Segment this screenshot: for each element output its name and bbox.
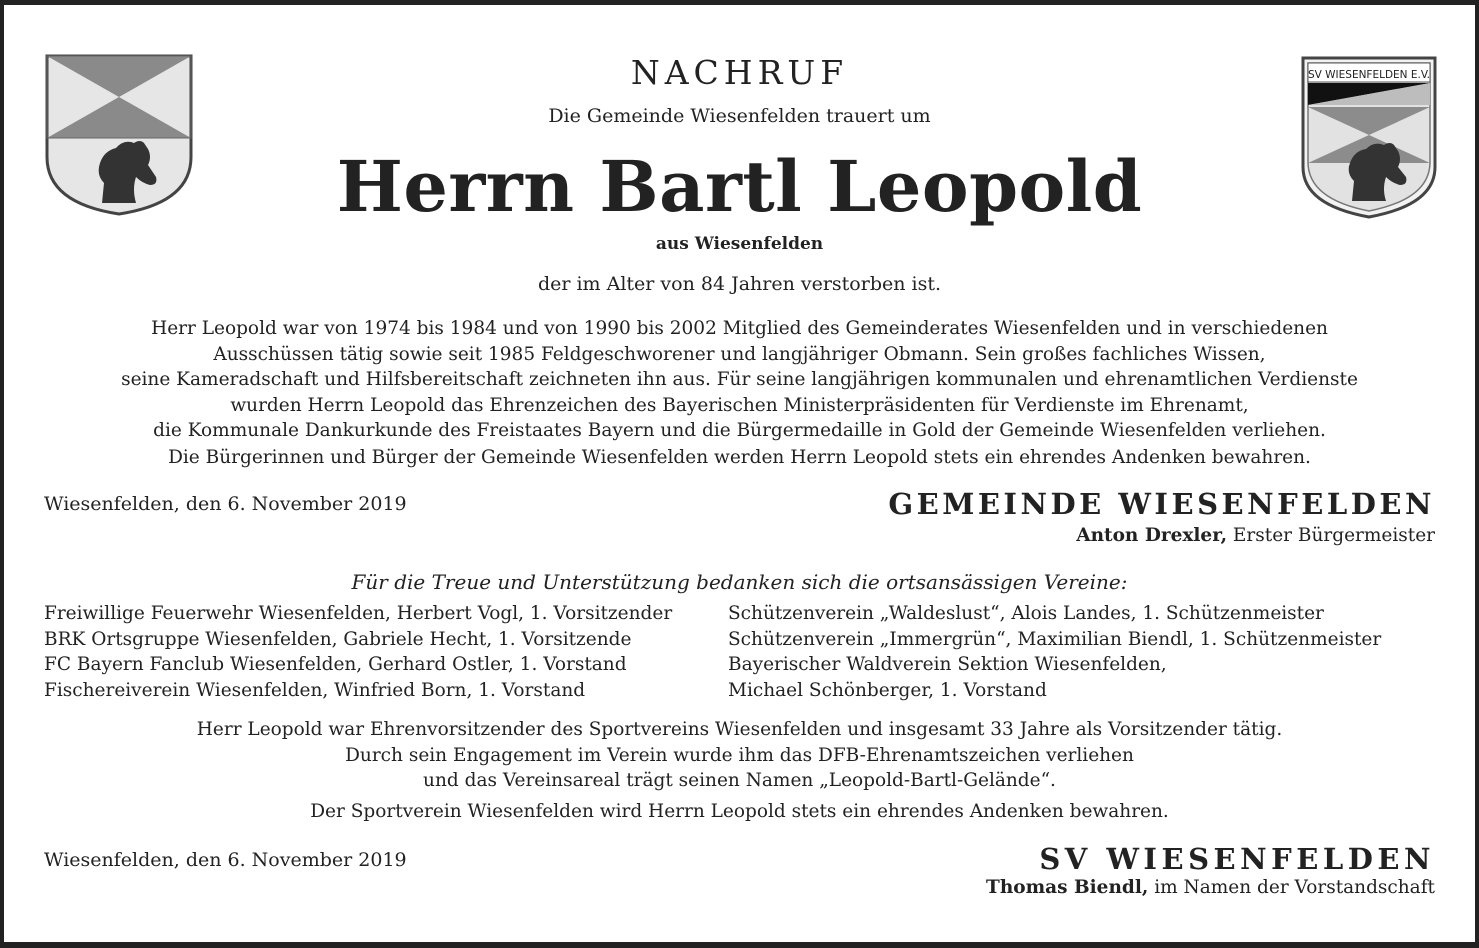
paragraph-line: Ausschüssen tätig sowie seit 1985 Feldgeschworener und langjähriger Obmann. Sein großes fachliches Wissen,: [213, 343, 1266, 365]
signer-name: Anton Drexler,: [1076, 525, 1228, 546]
list-item: Schützenverein „Waldeslust“, Alois Landes, 1. Schützenmeister: [728, 603, 1324, 624]
sportclub-closing: Der Sportverein Wiesenfelden wird Herrn Leopold stets ein ehrendes Andenken bewahren.: [310, 801, 1169, 822]
list-item: Michael Schönberger, 1. Vorstand: [728, 679, 1047, 701]
municipality-closing: Die Bürgerinnen und Bürger der Gemeinde Wiesenfelden werden Herrn Leopold stets ein ehrendes Andenken bewahren.: [168, 447, 1311, 468]
emblem-label: SV WIESENFELDEN E.V.: [1307, 69, 1431, 81]
signer-role: im Namen der Vorstandschaft: [1148, 877, 1435, 898]
deceased-origin: aus Wiesenfelden: [655, 234, 824, 254]
age-line: der im Alter von 84 Jahren verstorben ist.: [537, 273, 942, 295]
municipality-tribute-paragraph: [4, 316, 1475, 444]
deceased-name: Herrn Bartl Leopold: [336, 145, 1143, 228]
signer-role: Erster Bürgermeister: [1227, 525, 1435, 546]
municipality-org: GEMEINDE WIESENFELDEN: [888, 487, 1435, 521]
clubs-column-left: [44, 601, 672, 703]
clubs-column-right: [728, 601, 1381, 703]
signer-name: Thomas Biendl,: [986, 877, 1149, 898]
list-item: BRK Ortsgruppe Wiesenfelden, Gabriele Hecht, 1. Vorsitzende: [44, 628, 632, 650]
municipality-date: Wiesenfelden, den 6. November 2019: [44, 493, 407, 515]
list-item: Schützenverein „Immergrün“, Maximilian Biendl, 1. Schützenmeister: [728, 628, 1382, 650]
municipality-signature: [1076, 525, 1435, 546]
sportclub-date: Wiesenfelden, den 6. November 2019: [44, 849, 407, 871]
list-item: Bayerischer Waldverein Sektion Wiesenfelden,: [728, 654, 1167, 675]
list-item: Fischereiverein Wiesenfelden, Winfried Born, 1. Vorstand: [44, 679, 586, 701]
notice-heading: NACHRUF: [630, 53, 849, 92]
paragraph-line: seine Kameradschaft und Hilfsbereitschaft zeichneten ihn aus. Für seine langjährigen kommunalen und ehrenamtlichen Verdienste: [121, 369, 1358, 390]
paragraph-line: Durch sein Engagement im Verein wurde ihm das DFB-Ehrenamtszeichen verliehen: [345, 744, 1134, 766]
paragraph-line: und das Vereinsareal trägt seinen Namen „Leopold-Bartl-Gelände“.: [423, 770, 1056, 791]
paragraph-line: die Kommunale Dankurkunde des Freistaates Bayern und die Bürgermedaille in Gold der Gemeinde Wiesenfelden verliehen.: [153, 420, 1326, 441]
clubs-heading: Für die Treue und Unterstützung bedanken sich die ortsansässigen Vereine:: [351, 570, 1128, 594]
notice-intro: Die Gemeinde Wiesenfelden trauert um: [548, 105, 931, 127]
list-item: FC Bayern Fanclub Wiesenfelden, Gerhard Ostler, 1. Vorstand: [44, 654, 627, 675]
sportclub-org: SV WIESENFELDEN: [1039, 842, 1435, 876]
sportclub-signature: [986, 877, 1435, 898]
sportclub-tribute-paragraph: [4, 717, 1475, 794]
paragraph-line: wurden Herrn Leopold das Ehrenzeichen des Bayerischen Ministerpräsidenten für Verdienste im Ehrenamt,: [230, 394, 1249, 416]
paragraph-line: Herr Leopold war Ehrenvorsitzender des Sportvereins Wiesenfelden und insgesamt 33 Jahre als Vorsitzender tätig.: [196, 719, 1283, 740]
list-item: Freiwillige Feuerwehr Wiesenfelden, Herbert Vogl, 1. Vorsitzender: [44, 603, 673, 624]
paragraph-line: Herr Leopold war von 1974 bis 1984 und von 1990 bis 2002 Mitglied des Gemeinderates Wiesenfelden und in verschiedenen: [151, 318, 1328, 339]
